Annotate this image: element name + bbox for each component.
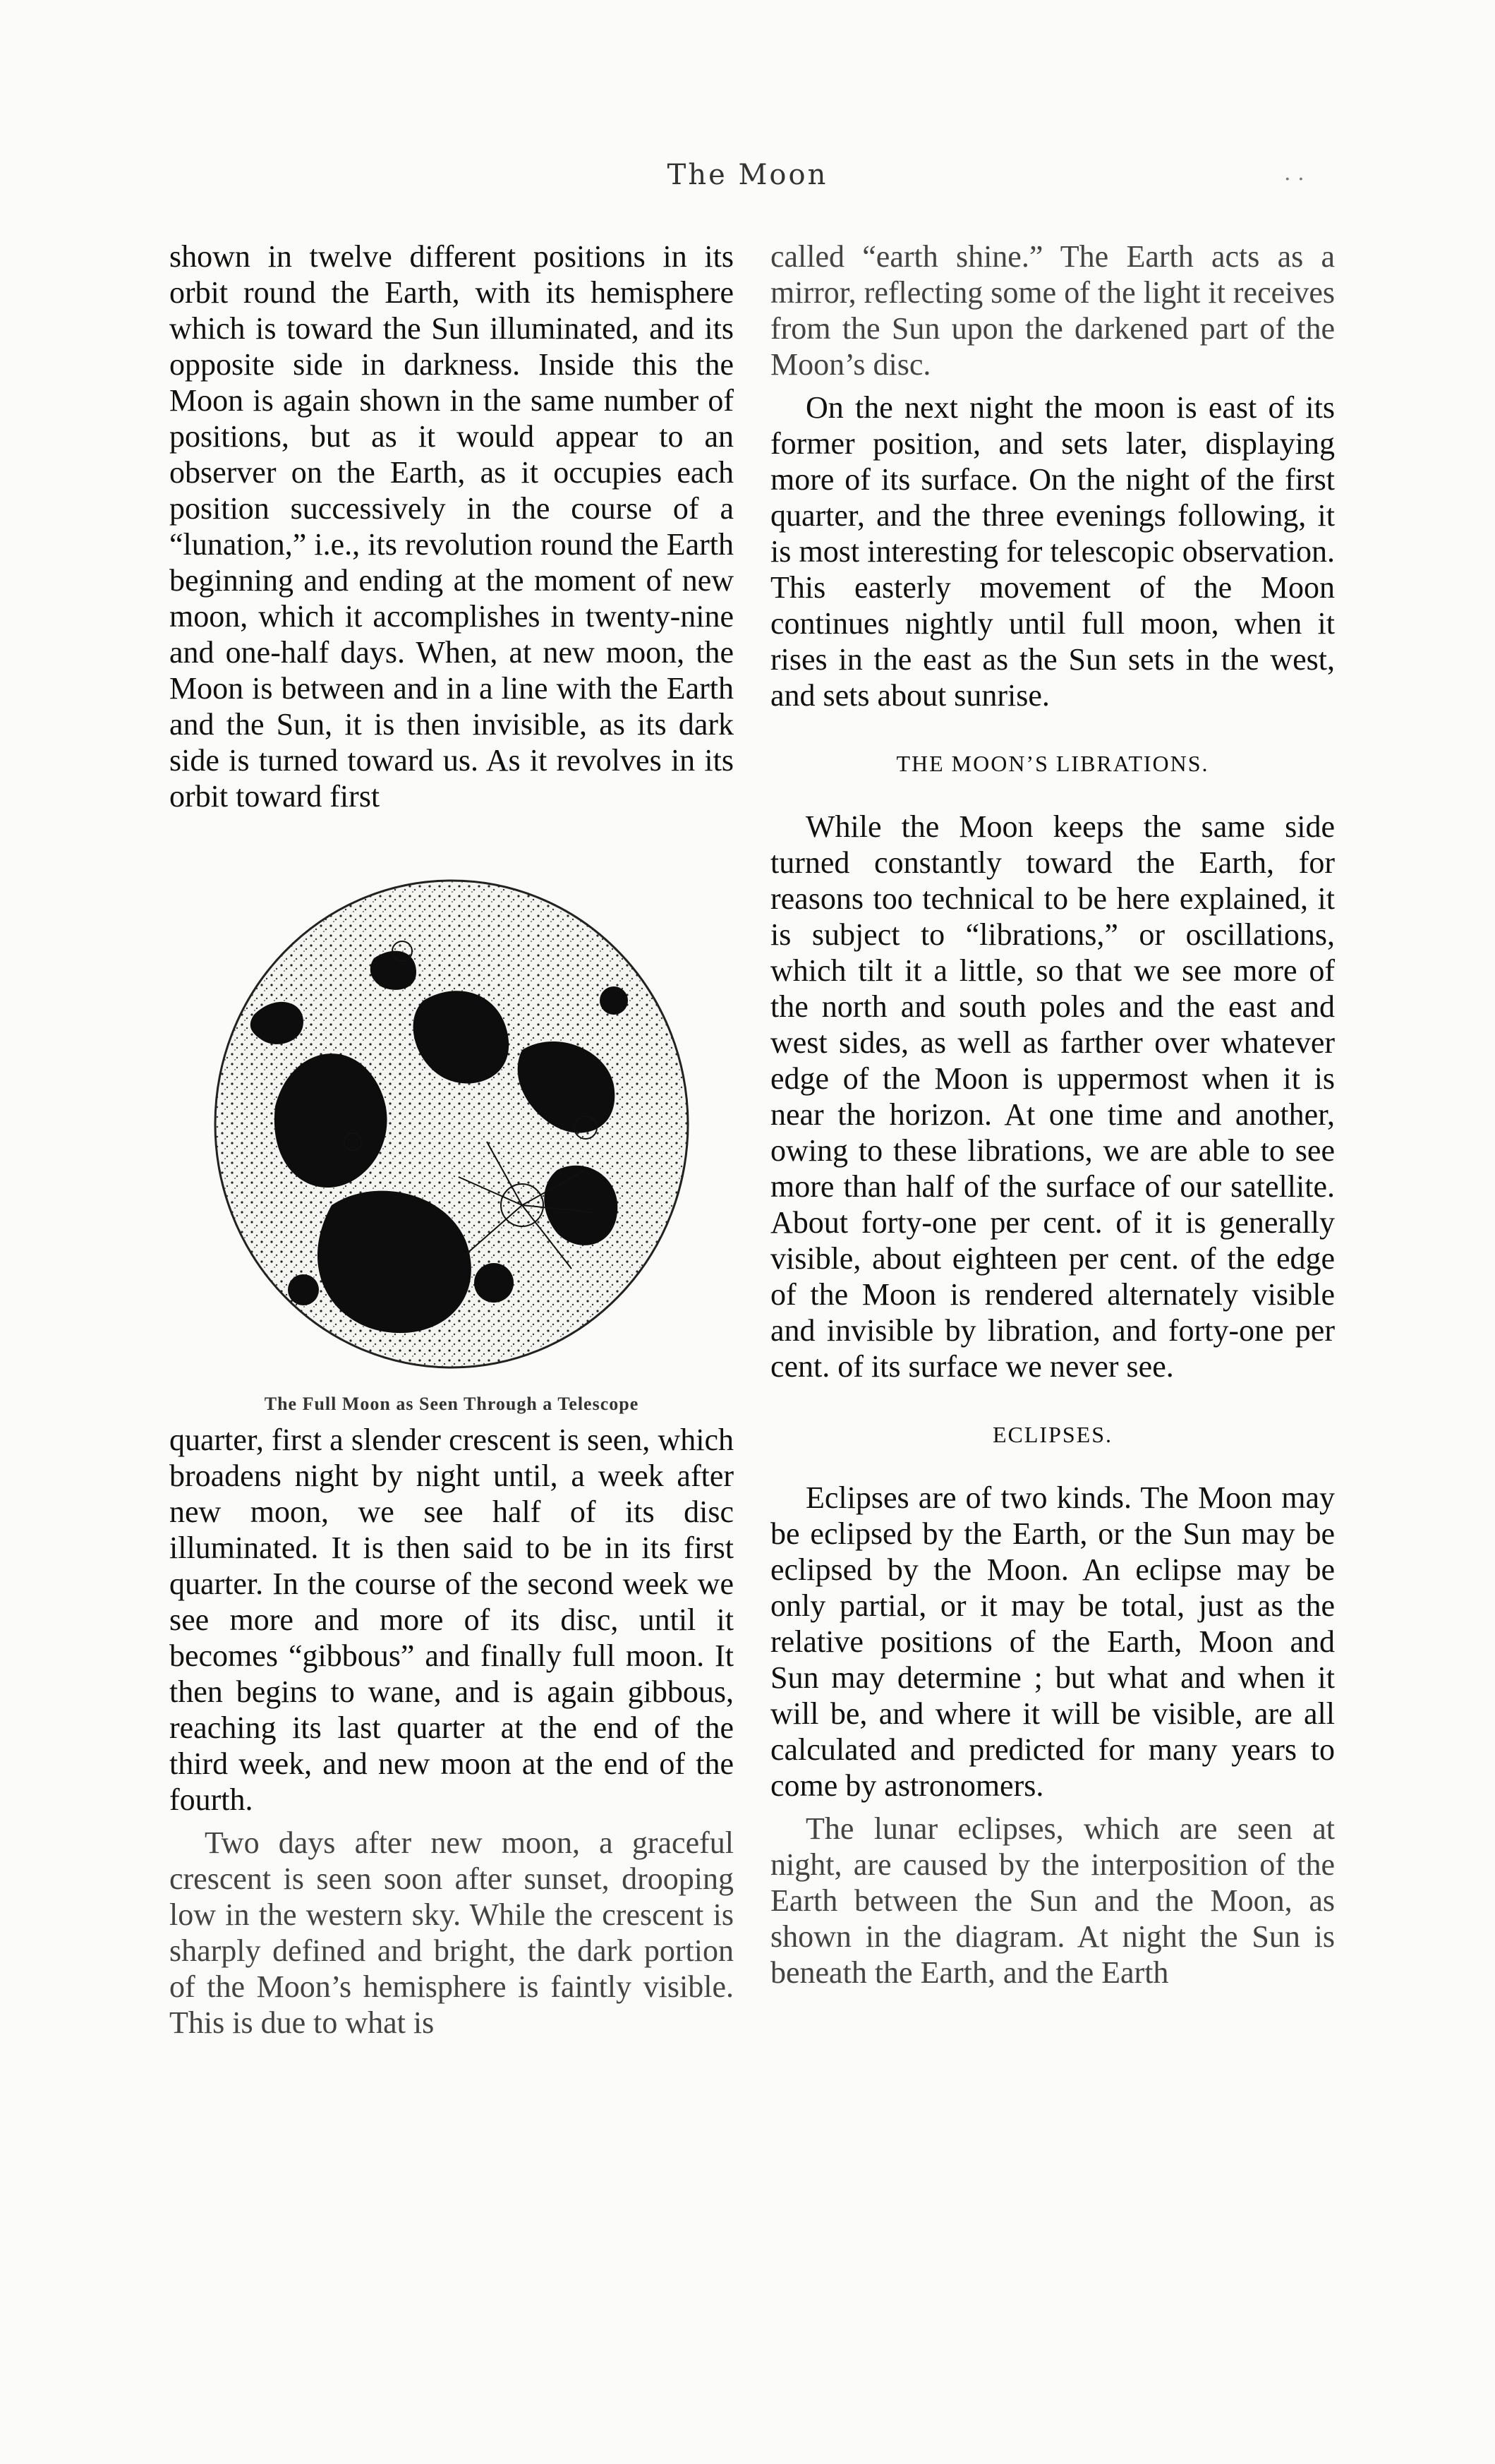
left-paragraph-2: quarter, first a slender crescent is seen, which broadens night by night until, a week after new moon, we see half of its disc illuminated. It is then said to be in its first quarter. In the course of the second week we see more and more of its disc, until it becomes “gibbous” and finally full moon. It then begins to wane, and is again gibbous, reaching its last quarter at the end of the third week, and new moon at the end of the fourth. — [169, 1423, 734, 1817]
left-paragraph-3: Two days after new moon, a graceful crescent is seen soon after sunset, drooping low in the western sky. While the crescent is sharply defined and bright, the dark portion of the Moon’s hemisphere is faintly visible. This is due to what is — [169, 1825, 734, 2040]
figure-caption: The Full Moon as Seen Through a Telescope — [264, 1394, 639, 1414]
right-paragraph-5: The lunar eclipses, which are seen at night, are caused by the interposition of the Earth between the Sun and the Moon, as shown in the diagram. At night the Sun is beneath the Earth, and the Earth — [770, 1811, 1335, 1990]
right-column — [770, 238, 1335, 1991]
right-paragraph-4: Eclipses are of two kinds. The Moon may be eclipsed by the Earth, or the Sun may be eclipsed by the Moon. An eclipse may be only partial, or it may be total, just as the relative positions of the Earth, Moon and Sun may determine ; but what and when it will be, and where it will be visible, are all calculated and predicted for many years to come by astronomers. — [770, 1480, 1335, 1803]
right-paragraph-3: While the Moon keeps the same side turned constantly toward the Earth, for reasons too technical to be here explained, it is subject to “librations,” or oscillations, which tilt it a little, so that we see more of the north and south poles and the east and west sides, as well as farther over whatever edge of the Moon is uppermost when it is near the horizon. At one time and another, owing to these librations, we are able to see more than half of the surface of our satellite. About forty-one per cent. of it is generally visible, about eighteen per cent. of the edge of the Moon is rendered alternately visible and invisible by libration, and forty-one per cent. of its surface we never see. — [770, 809, 1335, 1384]
heading-librations: THE MOON’S LIBRATIONS. — [896, 751, 1209, 776]
full-moon-illustration — [190, 874, 713, 1382]
moon-figure — [169, 874, 734, 1422]
heading-eclipses: ECLIPSES. — [992, 1422, 1113, 1447]
page-marks: . . — [1284, 161, 1305, 186]
left-column — [169, 238, 734, 2041]
left-paragraph-1: shown in twelve different positions in its orbit round the Earth, with its hemisphere which is toward the Sun illuminated, and its opposite side in darkness. Inside this the Moon is again shown in the same number of positions, but as it would appear to an observer on the Earth, as it occupies each position successively in the course of a “lunation,” i.e., its revolution round the Earth beginning and ending at the moment of new moon, which it accomplishes in twenty-nine and one-half days. When, at new moon, the Moon is between and in a line with the Earth and the Sun, it is then invisible, as its dark side is turned toward us. As it revolves in its orbit toward first — [169, 239, 734, 814]
running-head: The Moon — [667, 159, 828, 191]
right-paragraph-2: On the next night the moon is east of its former position, and sets later, displaying more of its surface. On the night of the first quarter, and the three evenings following, it is most interesting for telescopic observation. This easterly movement of the Moon continues nightly until full moon, when it rises in the east as the Sun sets in the west, and sets about sunrise. — [770, 390, 1335, 713]
right-paragraph-1: called “earth shine.” The Earth acts as a mirror, reflecting some of the light it receives from the Sun upon the darkened part of the Moon’s disc. — [770, 239, 1335, 382]
